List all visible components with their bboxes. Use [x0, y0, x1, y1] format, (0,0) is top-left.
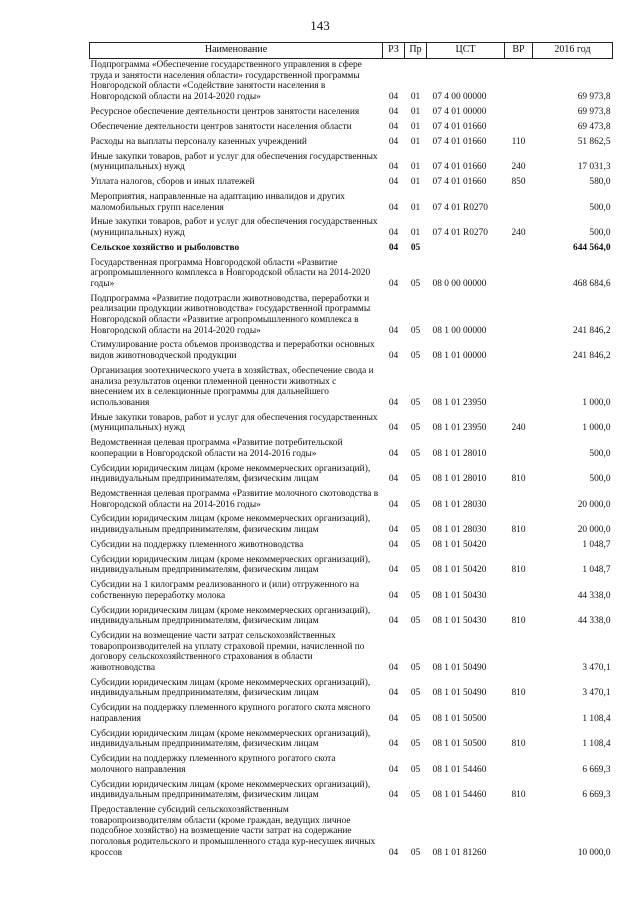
cell-amount: 500,0	[589, 202, 611, 213]
cell-cst: 08 1 01 54460	[432, 764, 487, 775]
table-row	[90, 256, 613, 292]
cell-name: Организация зоотехнического учета в хозяйствах, обеспечение свода и анализа результатов оценки племенной ценности животных с внесением их в селекционные программы для дальнейшего использования	[90, 365, 374, 408]
cell-pr: 05	[410, 847, 421, 858]
cell-name: Субсидии на 1 килограмм реализованного и (или) отгруженного на собственную переработку молока	[90, 580, 359, 601]
cell-name: Подпрограмма «Развитие подотрасли животноводства, переработки и реализации продукции животноводства» государственной программы Новгородской области «Развитие агропромышленного комплекса в Новгородской области на 2014-2020 годы»	[90, 293, 371, 336]
cell-pr: 05	[410, 474, 421, 485]
cell-cst: 08 1 01 28030	[432, 525, 487, 536]
cell-cst: 07 4 01 R0270	[432, 202, 488, 213]
cell-vr	[505, 339, 533, 364]
cell-vr: 810	[511, 525, 526, 536]
cell-name: Субсидии юридическим лицам (кроме некоммерческих организаций), индивидуальным предпринимателям, физическим лицам	[90, 463, 371, 485]
cell-rz: 04	[388, 92, 399, 103]
cell-rz: 04	[388, 423, 399, 434]
cell-amount: 17 031,3	[577, 162, 611, 173]
cell-cst: 08 1 01 50500	[432, 739, 487, 750]
cell-amount: 1 000,0	[582, 397, 611, 408]
cell-cst: 08 1 01 50490	[432, 662, 487, 673]
table-row	[90, 462, 613, 487]
cell-cst: 08 1 01 50430	[432, 616, 487, 627]
cell-rz: 04	[388, 688, 399, 699]
cell-name: Иные закупки товаров, работ и услуг для обеспечения государственных (муниципальных) нужд	[90, 217, 378, 238]
cell-pr: 05	[410, 242, 421, 253]
cell-amount: 44 338,0	[577, 590, 611, 601]
cell-vr	[505, 190, 533, 215]
cell-rz: 04	[388, 764, 399, 775]
cell-cst: 07 4 01 01660	[432, 162, 487, 173]
cell-cst: 08 1 00 00000	[432, 325, 487, 336]
cell-rz: 04	[388, 227, 399, 238]
table-body	[90, 58, 613, 861]
cell-name: Субсидии юридическим лицам (кроме некоммерческих организаций), индивидуальным предпринимателям, физическим лицам	[90, 728, 371, 750]
cell-name: Мероприятия, направленные на адаптацию инвалидов и других маломобильных групп населения	[90, 191, 345, 213]
cell-amount: 51 862,5	[577, 136, 611, 147]
cell-pr: 05	[410, 448, 421, 459]
cell-name: Ведомственная целевая программа «Развитие молочного скотоводства в Новгородской области на 2014-2016 годы»	[90, 488, 379, 510]
cell-name: Иные закупки товаров, работ и услуг для обеспечения государственных (муниципальных) нужд	[90, 151, 378, 173]
table-row	[90, 105, 613, 120]
cell-rz: 04	[388, 397, 399, 408]
cell-vr: 810	[511, 739, 526, 750]
cell-amount: 1 108,4	[582, 739, 611, 750]
table-row	[90, 753, 613, 778]
cell-cst: 08 1 01 50490	[432, 688, 487, 699]
cell-pr: 01	[410, 136, 421, 147]
table-row	[90, 676, 613, 701]
table-row	[90, 778, 613, 803]
cell-name: Субсидии юридическим лицам (кроме некоммерческих организаций), индивидуальным предпринимателям, физическим лицам	[90, 779, 371, 801]
cell-name: Субсидии на поддержку племенного крупного рогатого скота молочного направления	[90, 754, 336, 775]
cell-amount: 69 473,8	[577, 121, 611, 132]
cell-pr: 05	[410, 713, 421, 724]
cell-name: Сельское хозяйство и рыболовство	[90, 242, 240, 253]
table-row	[90, 120, 613, 135]
cell-name: Ведомственная целевая программа «Развитие потребительской кооперации в Новгородской области на 2014-2016 годы»	[90, 438, 343, 459]
cell-amount: 500,0	[589, 227, 611, 238]
cell-rz: 04	[388, 662, 399, 673]
cell-rz: 04	[388, 121, 399, 132]
cell-pr: 01	[410, 92, 421, 103]
cell-cst: 07 4 00 00000	[432, 92, 487, 103]
header-name: Наименование	[90, 43, 383, 59]
cell-vr: 850	[511, 177, 526, 188]
cell-name: Субсидии на поддержку племенного животноводства	[90, 539, 304, 550]
cell-vr	[505, 702, 533, 727]
cell-pr: 05	[410, 539, 421, 550]
cell-amount: 44 338,0	[577, 616, 611, 627]
cell-pr: 01	[410, 227, 421, 238]
cell-vr	[505, 58, 533, 105]
cell-pr: 05	[410, 790, 421, 801]
cell-amount: 1 000,0	[582, 423, 611, 434]
table-row	[90, 339, 613, 364]
cell-cst: 08 0 00 00000	[432, 278, 487, 289]
cell-name: Субсидии юридическим лицам (кроме некоммерческих организаций), индивидуальным предпринимателям, физическим лицам	[90, 554, 371, 576]
cell-vr: 240	[511, 227, 526, 238]
cell-amount: 644 564,0	[573, 242, 611, 253]
cell-rz: 04	[388, 713, 399, 724]
cell-pr: 05	[410, 662, 421, 673]
cell-rz: 04	[388, 565, 399, 576]
cell-rz: 04	[388, 162, 399, 173]
cell-vr: 110	[511, 136, 526, 147]
cell-name: Расходы на выплаты персоналу казенных учреждений	[90, 136, 307, 147]
cell-amount: 6 669,3	[582, 764, 611, 775]
cell-rz: 04	[388, 177, 399, 188]
cell-pr: 05	[410, 423, 421, 434]
cell-rz: 04	[388, 242, 399, 253]
cell-name: Субсидии юридическим лицам (кроме некоммерческих организаций), индивидуальным предпринимателям, физическим лицам	[90, 677, 371, 699]
cell-name: Обеспечение деятельности центров занятости населения области	[90, 121, 352, 132]
table-row	[90, 604, 613, 629]
header-vr: ВР	[505, 43, 533, 59]
cell-vr	[505, 120, 533, 135]
cell-vr	[505, 804, 533, 861]
cell-cst: 08 1 01 23950	[432, 423, 487, 434]
table-row	[90, 135, 613, 150]
cell-pr: 05	[410, 616, 421, 627]
table-row	[90, 58, 613, 105]
cell-amount: 241 846,2	[573, 325, 611, 336]
cell-cst: 08 1 01 28010	[432, 474, 487, 485]
cell-name: Субсидии юридическим лицам (кроме некоммерческих организаций), индивидуальным предпринимателям, физическим лицам	[90, 605, 371, 627]
cell-pr: 01	[410, 162, 421, 173]
cell-cst: 08 1 01 50430	[432, 590, 487, 601]
cell-pr: 05	[410, 764, 421, 775]
cell-vr: 810	[511, 565, 526, 576]
cell-pr: 01	[410, 177, 421, 188]
cell-amount: 580,0	[589, 177, 611, 188]
table-row	[90, 241, 613, 256]
cell-amount: 20 000,0	[577, 499, 611, 510]
cell-cst: 08 1 01 50500	[432, 713, 487, 724]
cell-rz: 04	[388, 539, 399, 550]
budget-table	[89, 42, 613, 861]
cell-amount: 468 684,6	[573, 278, 611, 289]
header-rz: РЗ	[383, 43, 405, 59]
table-row	[90, 150, 613, 175]
cell-cst	[427, 241, 505, 256]
cell-name: Иные закупки товаров, работ и услуг для обеспечения государственных (муниципальных) нужд	[90, 412, 378, 434]
cell-pr: 01	[410, 121, 421, 132]
cell-amount: 500,0	[589, 474, 611, 485]
cell-vr: 810	[511, 474, 526, 485]
table-row	[90, 190, 613, 215]
cell-amount: 3 470,1	[582, 688, 611, 699]
cell-amount: 20 000,0	[577, 525, 611, 536]
cell-rz: 04	[388, 739, 399, 750]
table-row	[90, 411, 613, 436]
cell-amount: 10 000,0	[577, 847, 611, 858]
cell-amount: 3 470,1	[582, 662, 611, 673]
cell-vr	[505, 436, 533, 461]
cell-pr: 05	[410, 499, 421, 510]
table-row	[90, 553, 613, 578]
cell-cst: 07 4 01 01660	[432, 177, 487, 188]
cell-pr: 05	[410, 525, 421, 536]
cell-rz: 04	[388, 474, 399, 485]
cell-cst: 08 1 01 54460	[432, 790, 487, 801]
header-pr: Пр	[405, 43, 427, 59]
cell-pr: 01	[410, 202, 421, 213]
cell-pr: 05	[410, 351, 421, 362]
cell-name: Ресурсное обеспечение деятельности центров занятости населения	[90, 106, 360, 117]
cell-amount: 6 669,3	[582, 790, 611, 801]
table-row	[90, 579, 613, 604]
cell-cst: 07 4 01 01660	[432, 121, 487, 132]
table-row	[90, 804, 613, 861]
cell-rz: 04	[388, 525, 399, 536]
cell-rz: 04	[388, 106, 399, 117]
cell-cst: 07 4 01 01660	[432, 136, 487, 147]
cell-rz: 04	[388, 136, 399, 147]
cell-cst: 08 1 01 81260	[432, 847, 487, 858]
table-row	[90, 487, 613, 512]
cell-rz: 04	[388, 448, 399, 459]
cell-name: Государственная программа Новгородской области «Развитие агропромышленного комплекса в Новгородской области на 2014-2020 годы»	[90, 257, 371, 289]
table-row	[90, 513, 613, 538]
cell-amount: 500,0	[589, 448, 611, 459]
cell-vr: 240	[511, 423, 526, 434]
cell-cst: 08 1 01 28010	[432, 448, 487, 459]
cell-cst: 07 4 01 00000	[432, 106, 487, 117]
table-row	[90, 292, 613, 339]
cell-vr: 810	[511, 616, 526, 627]
table-row	[90, 727, 613, 752]
cell-pr: 05	[410, 325, 421, 336]
cell-amount: 1 048,7	[582, 539, 611, 550]
cell-pr: 05	[410, 397, 421, 408]
table-row	[90, 630, 613, 677]
cell-pr: 01	[410, 106, 421, 117]
cell-amount: 241 846,2	[573, 351, 611, 362]
cell-name: Подпрограмма «Обеспечение государственного управления в сфере труда и занятости населения области» государственной программы Новгородской области «Содействие занятости населения в Новгородской области на 2014-2020 годы»	[90, 60, 362, 103]
cell-cst: 08 1 01 00000	[432, 351, 487, 362]
table-row	[90, 175, 613, 190]
cell-amount: 69 973,8	[577, 92, 611, 103]
page-number: 143	[310, 18, 330, 33]
cell-rz: 04	[388, 499, 399, 510]
cell-vr	[505, 364, 533, 411]
cell-cst: 08 1 01 23950	[432, 397, 487, 408]
cell-cst: 08 1 01 28030	[432, 499, 487, 510]
table-row	[90, 364, 613, 411]
cell-name: Предоставление субсидий сельскохозяйственным товаропроизводителям области (кроме граждан, ведущих личное подсобное хозяйство) на возмещение части затрат на содержание поголовья родительского и промышленного стада кур-несушек яичных кроссов	[90, 805, 376, 858]
table-row	[90, 436, 613, 461]
cell-vr: 240	[511, 162, 526, 173]
cell-amount: 1 108,4	[582, 713, 611, 724]
header-cst: ЦСТ	[427, 43, 505, 59]
cell-rz: 04	[388, 590, 399, 601]
cell-pr: 05	[410, 739, 421, 750]
cell-name: Стимулирование роста объемов производства и переработки основных видов животноводческой продукции	[90, 340, 375, 362]
cell-pr: 05	[410, 565, 421, 576]
cell-pr: 05	[410, 688, 421, 699]
cell-name: Субсидии на поддержку племенного крупного рогатого скота мясного направления	[90, 703, 371, 724]
cell-vr	[505, 256, 533, 292]
cell-vr: 810	[511, 790, 526, 801]
header-year: 2016 год	[533, 43, 613, 59]
cell-cst: 07 4 01 R0270	[432, 227, 488, 238]
table-row	[90, 216, 613, 241]
cell-rz: 04	[388, 202, 399, 213]
cell-cst: 08 1 01 50420	[432, 539, 487, 550]
table-row	[90, 702, 613, 727]
cell-vr: 810	[511, 688, 526, 699]
cell-vr	[505, 105, 533, 120]
cell-vr	[505, 579, 533, 604]
table-header-row	[90, 43, 613, 59]
cell-amount: 69 973,8	[577, 106, 611, 117]
cell-vr	[505, 487, 533, 512]
cell-pr: 05	[410, 590, 421, 601]
cell-name: Субсидии на возмещение части затрат сельскохозяйственных товаропроизводителей на уплату страховой премии, начисленной по договору сельскохозяйственного страхования в области животноводства	[90, 631, 365, 673]
cell-rz: 04	[388, 616, 399, 627]
cell-vr	[505, 630, 533, 677]
cell-name: Уплата налогов, сборов и иных платежей	[90, 177, 255, 188]
table-row	[90, 538, 613, 553]
cell-amount: 1 048,7	[582, 565, 611, 576]
cell-vr	[505, 538, 533, 553]
cell-rz: 04	[388, 278, 399, 289]
cell-rz: 04	[388, 351, 399, 362]
cell-rz: 04	[388, 325, 399, 336]
cell-vr	[505, 292, 533, 339]
cell-name: Субсидии юридическим лицам (кроме некоммерческих организаций), индивидуальным предпринимателям, физическим лицам	[90, 514, 371, 536]
cell-cst: 08 1 01 50420	[432, 565, 487, 576]
cell-rz: 04	[388, 847, 399, 858]
cell-vr	[505, 753, 533, 778]
cell-pr: 05	[410, 278, 421, 289]
cell-vr	[505, 241, 533, 256]
cell-rz: 04	[388, 790, 399, 801]
